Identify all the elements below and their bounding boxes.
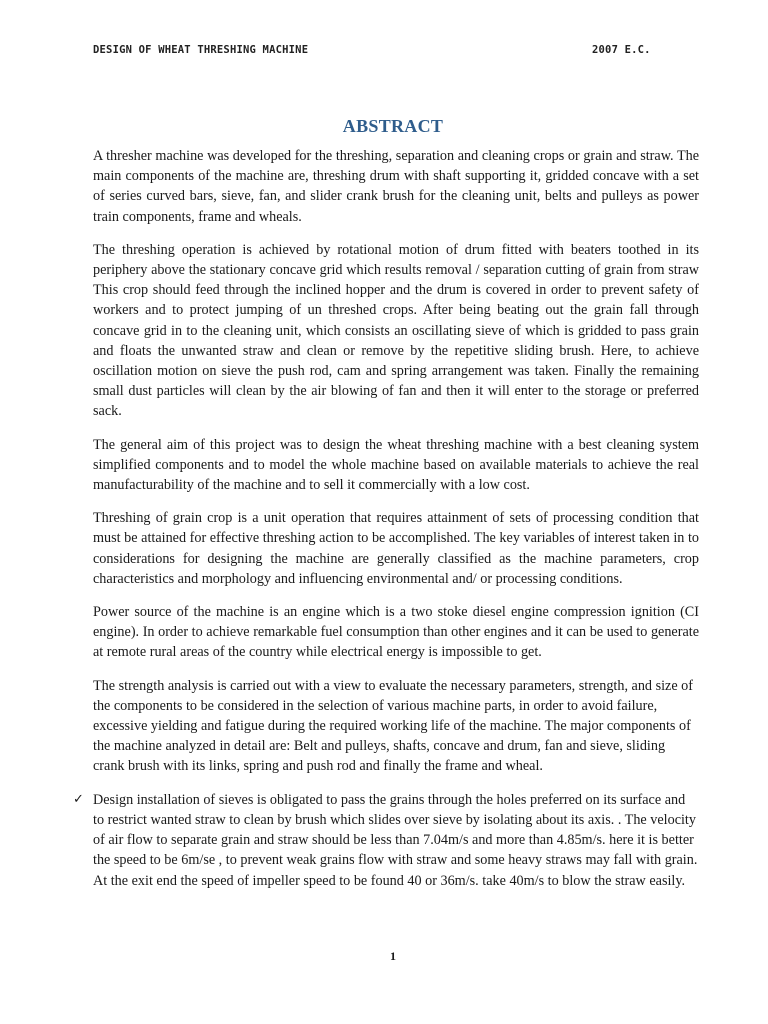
header-title: DESIGN OF WHEAT THRESHING MACHINE <box>93 44 309 56</box>
page-number: 1 <box>390 949 396 963</box>
running-header <box>93 44 663 60</box>
paragraph: Power source of the machine is an engine which is a two stoke diesel engine compression ignition (CI engine). In order to achieve remarkable fuel consumption than other engines and it can be used to generate at remote rural areas of the country while electrical energy is impossible to get. <box>93 604 699 661</box>
paragraph: Threshing of grain crop is a unit operation that requires attainment of sets of processing condition that must be attained for effective threshing action to be accomplished. The key variables of interest taken in to considerations for designing the machine are generally classified as the machine parameters, crop characteristics and morphology and influencing environmental and/ or processing conditions. <box>93 510 699 587</box>
abstract-body <box>73 146 699 904</box>
check-icon: ✓ <box>73 791 84 807</box>
header-date: 2007 E.C. <box>592 44 651 56</box>
paragraph: The strength analysis is carried out with a view to evaluate the necessary parameters, strength, and size of the components to be considered in the selection of various machine parts, in order to avoid failure, excessive yielding and fatigue during the required working life of the machine. The major components of the machine analyzed in detail are: Belt and pulleys, shafts, concave and drum, fan and sieve, sliding crank brush with its links, spring and push rod and finally the frame and wheal. <box>93 677 693 775</box>
section-title: ABSTRACT <box>342 116 444 136</box>
bullet-text: Design installation of sieves is obligated to pass the grains through the holes preferred on its surface and to restrict wanted straw to clean by brush which slides over sieve by isolating about its axis. . The velocity of air flow to separate grain and straw should be less than 7.04m/s and more than 4.85m/s. here it is better the speed to be 6m/se , to prevent weak grains flow with straw and some heavy straws may fall with grain. At the exit end the speed of impeller speed to be found 40 or 36m/s. take 40m/s to blow the straw easily. <box>93 791 698 889</box>
paragraph: The threshing operation is achieved by rotational motion of drum fitted with beaters toothed in its periphery above the stationary concave grid which results removal / separation cutting of grain from straw This crop should feed through the inclined hopper and the drum is covered in order to prevent safety of workers and to protect jumping of un threshed crops. After being beating out the grain fall through concave grid in to the cleaning unit, which consists an oscillating sieve of which is gridded to pass grain and floats the unwanted straw and clean or remove by the repetitive sliding brush. Here, to achieve oscillation motion on sieve the push rod, cam and spring arrangement was taken. Finally the remaining small dust particles will clean by the air blowing of fan and then it will enter to the storage or preferred sack. <box>93 241 699 420</box>
paragraph: The general aim of this project was to design the wheat threshing machine with a best cleaning system simplified components and to model the whole machine based on available materials to achieve the real manufacturability of the machine and to sell it commercially with a low cost. <box>93 436 699 494</box>
bullet-item <box>73 790 699 891</box>
paragraph: A thresher machine was developed for the threshing, separation and cleaning crops or grain and straw. The main components of the machine are, threshing drum with shaft supporting it, gridded concave with a set of series curved bars, sieve, fan, and slider crank brush for the cleaning unit, belts and pulleys as power train components, frame and wheals. <box>93 148 699 225</box>
